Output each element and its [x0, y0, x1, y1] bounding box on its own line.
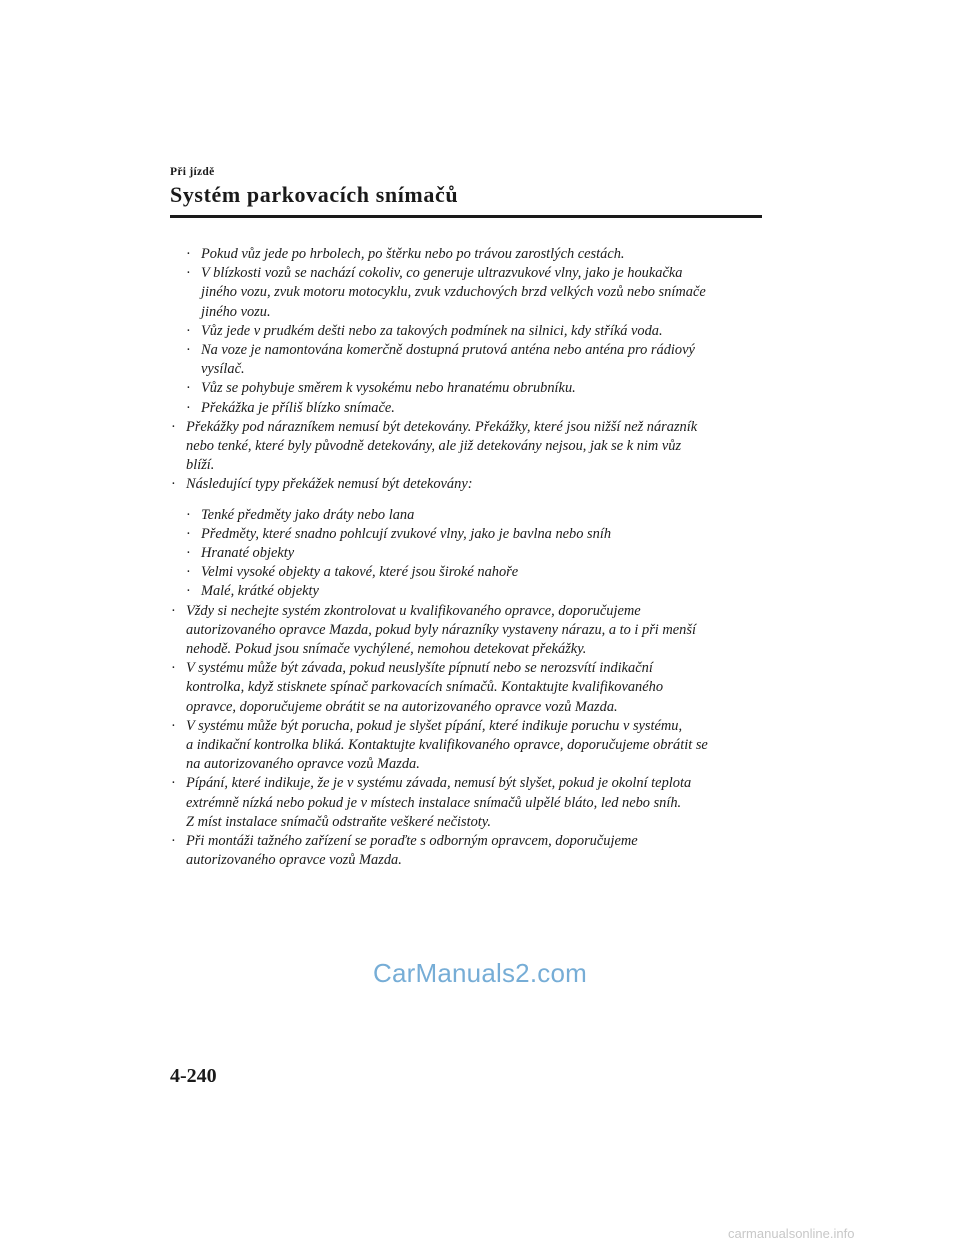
- text-line: jiného vozu.: [201, 303, 271, 320]
- text-line: Překážky pod nárazníkem nemusí být detekovány. Překážky, které jsou nižší než nárazník: [186, 418, 698, 435]
- text-line: nehodě. Pokud jsou snímače vychýlené, nemohou detekovat překážky.: [186, 641, 587, 658]
- bullet-icon: ·: [186, 545, 191, 562]
- text-line: Vůz se pohybuje směrem k vysokému nebo hranatému obrubníku.: [201, 380, 576, 397]
- text-line: Z míst instalace snímačů odstraňte veškeré nečistoty.: [186, 813, 491, 830]
- text-line: a indikační kontrolka bliká. Kontaktujte kvalifikovaného opravce, doporučujeme obrátit se: [186, 737, 708, 754]
- sub-list-item: [185, 379, 770, 398]
- sub-list-item: [185, 506, 770, 525]
- text-line: jiného vozu, zvuk motoru motocyklu, zvuk vzduchových brzd velkých vozů nebo snímače: [201, 284, 706, 301]
- text-line: V systému může být porucha, pokud je slyšet pípání, které indikuje poruchu v systému,: [186, 717, 683, 734]
- bullet-icon: ·: [186, 265, 191, 282]
- list-item: [170, 717, 770, 775]
- text-line: nebo tenké, které byly původně detekovány, ale již detekovány nejsou, jak se k nim vůz: [186, 438, 682, 455]
- text-line: Vždy si nechejte systém zkontrolovat u kvalifikovaného opravce, doporučujeme: [186, 602, 641, 619]
- text-line: Při montáži tažného zařízení se poraďte s odborným opravcem, doporučujeme: [186, 833, 638, 850]
- text-line: vysílač.: [201, 361, 245, 378]
- bullet-icon: ·: [171, 717, 176, 734]
- list-item: [170, 475, 770, 494]
- page-number: 4-240: [170, 1065, 217, 1087]
- bullet-icon: ·: [171, 476, 176, 493]
- site-watermark[interactable]: carmanualsonline.info: [728, 1226, 855, 1241]
- text-line: blíží.: [186, 457, 215, 474]
- text-line: Velmi vysoké objekty a takové, které jsou široké nahoře: [201, 564, 519, 581]
- sub-list-item: [185, 245, 770, 264]
- list-item: [170, 602, 770, 660]
- sub-list-item: [185, 525, 770, 544]
- list-item: [170, 659, 770, 717]
- text-line: Na voze je namontována komerčně dostupná prutová anténa nebo anténa pro rádiový: [201, 342, 695, 359]
- text-line: Překážka je příliš blízko snímače.: [201, 399, 395, 416]
- text-line: na autorizovaného opravce vozů Mazda.: [186, 756, 420, 773]
- bullet-icon: ·: [171, 775, 176, 792]
- text-line: Pokud vůz jede po hrbolech, po štěrku nebo po trávou zarostlých cestách.: [201, 246, 625, 262]
- sub-list-item: [185, 582, 770, 601]
- sub-list-item: [185, 341, 770, 379]
- bullet-icon: ·: [186, 322, 191, 339]
- bullet-icon: ·: [186, 399, 191, 416]
- text-line: Tenké předměty jako dráty nebo lana: [201, 506, 415, 523]
- list-item: [170, 418, 770, 476]
- bullet-icon: ·: [186, 564, 191, 581]
- sub-list-item: [185, 544, 770, 563]
- text-line: kontrolka, když stisknete spínač parkovacích snímačů. Kontaktujte kvalifikovaného: [186, 679, 664, 696]
- bullet-icon: ·: [186, 506, 191, 523]
- list-item: [170, 774, 770, 832]
- sub-list-item: [185, 264, 770, 322]
- text-line: Předměty, které snadno pohlcují zvukové vlny, jako je bavlna nebo sníh: [201, 525, 612, 542]
- spacer: [170, 495, 770, 506]
- text-line: V blízkosti vozů se nachází cokoliv, co generuje ultrazvukové vlny, jako je houkačka: [201, 265, 683, 282]
- bullet-icon: ·: [186, 380, 191, 397]
- title-divider: [170, 215, 762, 218]
- page-title: Systém parkovacích snímačů: [170, 182, 459, 207]
- sub-list-item: [185, 322, 770, 341]
- bullet-icon: ·: [171, 418, 176, 435]
- sub-list-item: [185, 563, 770, 582]
- list-item: [170, 832, 770, 870]
- sub-list-item: [185, 399, 770, 418]
- text-line: extrémně nízká nebo pokud je v místech instalace snímačů ulpělé bláto, led nebo sníh.: [186, 794, 682, 811]
- text-line: autorizovaného opravce Mazda, pokud byly nárazníky vystaveny nárazu, a to i při menší: [186, 621, 696, 638]
- bullet-icon: ·: [186, 342, 191, 359]
- text-line: Vůz jede v prudkém dešti nebo za takových podmínek na silnici, kdy stříká voda.: [201, 322, 663, 339]
- bullet-icon: ·: [171, 602, 176, 619]
- text-line: Malé, krátké objekty: [201, 583, 319, 600]
- text-line: Následující typy překážek nemusí být detekovány:: [186, 476, 473, 493]
- section-label: Při jízdě: [170, 166, 215, 178]
- bullet-list: [170, 245, 770, 871]
- bullet-icon: ·: [186, 246, 191, 262]
- text-line: autorizovaného opravce vozů Mazda.: [186, 852, 402, 869]
- text-line: opravce, doporučujeme obrátit se na autorizovaného opravce vozů Mazda.: [186, 698, 618, 715]
- text-line: V systému může být závada, pokud neuslyšíte pípnutí nebo se nerozsvítí indikační: [186, 660, 653, 677]
- bullet-icon: ·: [186, 583, 191, 600]
- carmanuals-watermark[interactable]: CarManuals2.com: [373, 958, 587, 988]
- text-line: Hranaté objekty: [201, 545, 295, 562]
- bullet-icon: ·: [186, 525, 191, 542]
- text-line: Pípání, které indikuje, že je v systému závada, nemusí být slyšet, pokud je okolní teplota: [186, 775, 692, 792]
- bullet-icon: ·: [171, 833, 176, 850]
- bullet-icon: ·: [171, 660, 176, 677]
